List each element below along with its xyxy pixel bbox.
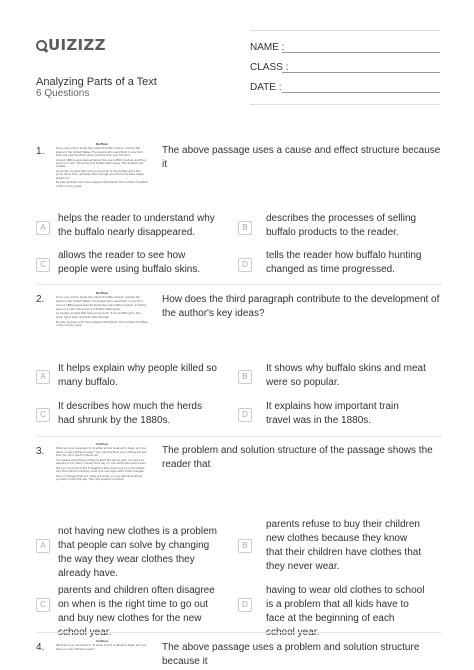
name-label: NAME :: [250, 42, 285, 53]
question-prompt: The above passage uses a cause and effect structure because it: [162, 145, 441, 170]
date-field[interactable]: [282, 92, 440, 93]
class-field[interactable]: [282, 72, 440, 73]
date-label: DATE :: [250, 82, 282, 93]
class-label: CLASS :: [250, 62, 289, 73]
question-number: 4.: [36, 642, 45, 653]
question-number: 3.: [36, 446, 45, 457]
option-a-text[interactable]: It helps explain why people killed so many buffalo.: [58, 363, 217, 388]
name-field[interactable]: [282, 52, 440, 53]
passage-title: Clothes: [95, 640, 109, 643]
option-a-marker[interactable]: A: [36, 221, 50, 235]
question-divider: [36, 284, 442, 285]
passage-title: Buffalo: [96, 291, 108, 295]
option-d-text[interactable]: having to wear old clothes to school is a problem that all kids have to face at the beginning of each school year.: [266, 585, 425, 638]
option-b-marker[interactable]: B: [238, 539, 252, 553]
option-c-marker[interactable]: C: [36, 598, 50, 612]
option-d-text[interactable]: It explains how important train travel was in the 1880s.: [266, 401, 399, 426]
option-a-marker[interactable]: A: [36, 370, 50, 384]
question-divider: [36, 436, 442, 437]
passage-paragraph: Around 1880 people learned about the new buffalo hunters, and they were in a rush. The amount of buffalo killed grew.: [56, 304, 147, 311]
question-prompt: How does the third paragraph contribute to the development of the author's key ideas?: [162, 294, 440, 319]
option-d-marker[interactable]: D: [238, 408, 252, 422]
question-divider: [36, 632, 442, 633]
passage-paragraph: As hunters hunted that many sources for it, the buffalo got a fine price. Since then railroads came through and the herds were nearly wiped out.: [56, 170, 144, 180]
option-a-text[interactable]: not having new clothes is a problem that people can solve by changing the way they wear clothes they already have.: [58, 526, 217, 579]
passage-paragraph: What are your supposed to do when school is about to begin and you have no new clothes to wear?: [56, 644, 147, 651]
passage-title: Buffalo: [96, 142, 108, 146]
logo-q-mark: [36, 40, 47, 51]
passage-paragraph: You always want those clothes to start the school year. You ask your parents to buy them. Usually they say no, but some kids have a plan.: [56, 458, 147, 465]
option-b-text[interactable]: parents refuse to buy their children new clothes because they know that their children have clothes that they never wear.: [266, 519, 422, 572]
worksheet-title: Analyzing Parts of a Text: [36, 76, 157, 88]
passage-thumbnail: [56, 143, 148, 190]
question-number: 1.: [36, 146, 45, 157]
passage-thumbnail: [56, 640, 148, 670]
passage-paragraph: By then problem and move passed Infant them. The number of buffalo in the country grew.: [56, 181, 148, 188]
header-rule-top: [250, 30, 440, 31]
passage-paragraph: Once over a thick shrub-like rolled of buffalo shrank. roamed the plains in the United States. The people who used them in any form. Over the next hundred years, hunters took over the land.: [56, 147, 144, 157]
option-b-text[interactable]: describes the processes of selling buffalo products to the reader.: [266, 213, 417, 238]
question-prompt: The problem and solution structure of the passage shows the reader that: [162, 445, 433, 470]
option-c-marker[interactable]: C: [36, 258, 50, 272]
option-b-marker[interactable]: B: [238, 221, 252, 235]
option-d-marker[interactable]: D: [238, 258, 252, 272]
option-c-text[interactable]: It describes how much the herds had shrunk by the 1880s.: [58, 401, 202, 426]
option-c-text[interactable]: allows the reader to see how people were using buffalo skins.: [58, 250, 201, 275]
option-d-marker[interactable]: D: [238, 598, 252, 612]
passage-paragraph: What are your supposed to do when school is about to begin and you have no new clothes to wear? Your parents think your clothes are just fine. You don't want to stand out.: [56, 447, 147, 457]
quizizz-logo: [36, 36, 106, 54]
option-d-text[interactable]: tells the reader how buffalo hunting changed as time progressed.: [266, 250, 422, 275]
option-b-marker[interactable]: B: [238, 370, 252, 384]
passage-paragraph: Once over a thick shrub-like rolled of buffalo shrank. roamed the plains in the United States. The people who used them in any form.: [56, 296, 144, 303]
logo-text: UIZIZZ: [48, 36, 106, 54]
passage-paragraph: As hunters hunted that many sources for it, the buffalo got a fine price. Since then railroads came through.: [56, 312, 141, 319]
passage-paragraph: Even if changes that you make are small, you can feel good about yourself on the first day. Then the problem is solved.: [56, 474, 143, 482]
header-rule-bottom: [250, 104, 440, 105]
passage-thumbnail: [56, 443, 148, 483]
option-a-marker[interactable]: A: [36, 539, 50, 553]
passage-thumbnail: [56, 292, 148, 329]
passage-paragraph: Tell your mom she'll Put It Together! Stop looking at your old clothes and think about how they could look new again with a few changes.: [56, 466, 145, 474]
option-c-text[interactable]: parents and children often disagree on when is the right time to go out and buy new clothes for the new school year.: [58, 585, 215, 638]
worksheet-subtitle: 6 Questions: [36, 88, 90, 99]
passage-title: Clothes: [95, 442, 109, 446]
passage-paragraph: Around 1880 people learned about the new buffalo hunters, and they were in a rush. The amount of buffalo killed grew. The numbers got smaller.: [56, 158, 147, 169]
option-c-marker[interactable]: C: [36, 408, 50, 422]
question-number: 2.: [36, 294, 45, 305]
passage-paragraph: By then problem and move passed Infant them. The number of buffalo in the country grew.: [56, 320, 148, 327]
option-a-text[interactable]: helps the reader to understand why the buffalo nearly disappeared.: [58, 213, 215, 238]
option-b-text[interactable]: It shows why buffalo skins and meat were so popular.: [266, 363, 426, 388]
question-prompt: The above passage uses a problem and solution structure because it: [162, 642, 420, 667]
